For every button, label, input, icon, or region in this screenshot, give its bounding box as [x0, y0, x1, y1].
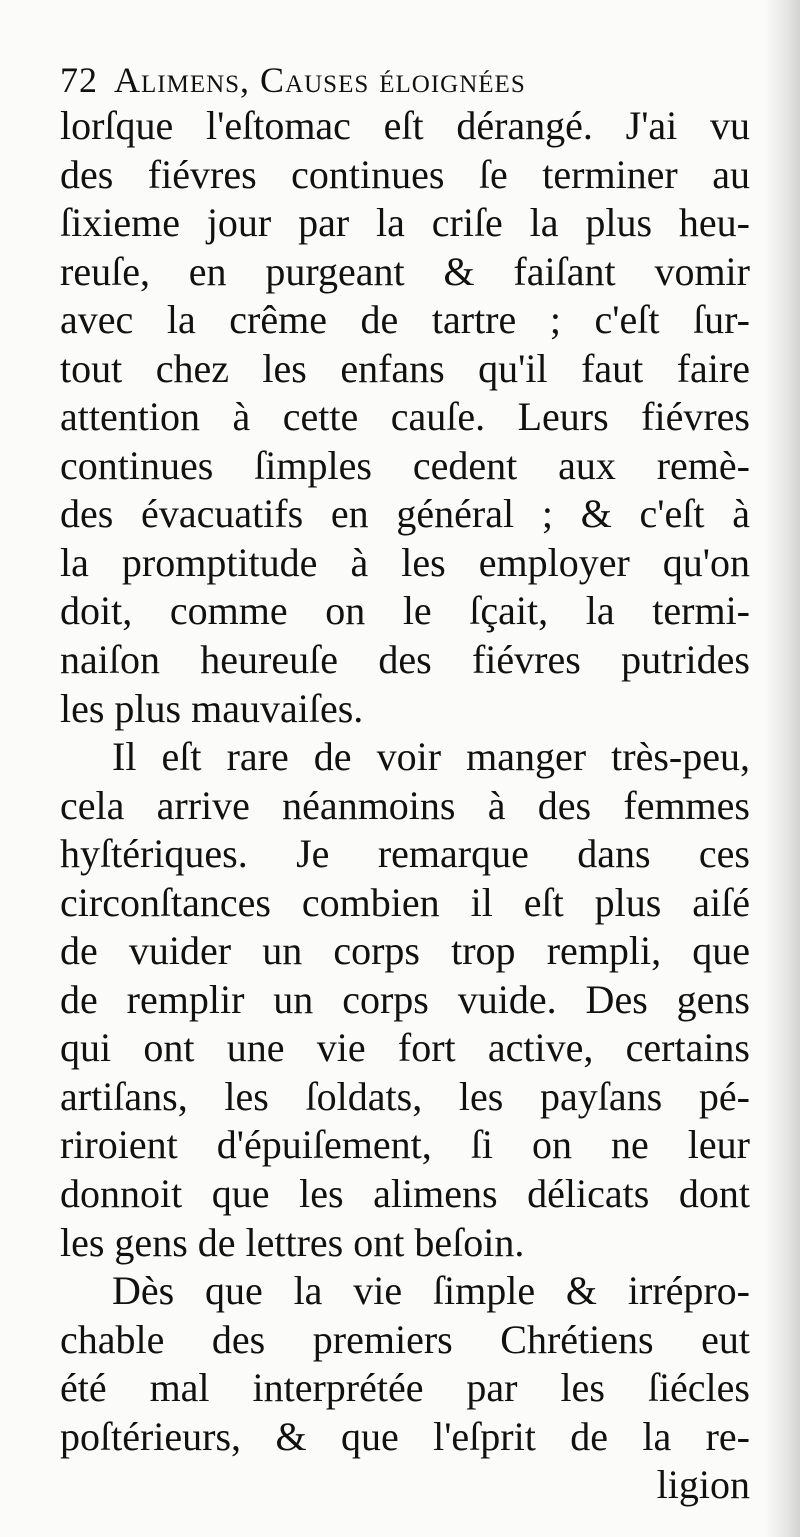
text-line: doit, comme on le ſçait, la termi-: [60, 588, 750, 634]
text-line: riroient d'épuiſement, ſi on ne leur: [60, 1122, 750, 1168]
text-line: avec la crême de tartre ; c'eſt ſur-: [60, 297, 750, 343]
text-line: lorſque l'eſtomac eſt dérangé. J'ai vu: [60, 103, 750, 148]
text-line: de remplir un corps vuide. Des gens: [60, 976, 750, 1022]
text-line: qui ont une vie fort active, certains: [60, 1025, 750, 1071]
text-line: circonſtances combien il eſt plus aiſé: [60, 879, 750, 925]
text-line: des évacuatifs en général ; & c'eſt à: [60, 491, 750, 537]
page-number: 72: [60, 60, 98, 100]
text-line: des fiévres continues ſe terminer au: [60, 151, 750, 197]
text-line: attention à cette cauſe. Leurs fiévres: [60, 394, 750, 440]
text-line: artiſans, les ſoldats, les payſans pé-: [60, 1073, 750, 1119]
text-line: hyſtériques. Je remarque dans ces: [60, 831, 750, 877]
text-line: ſixieme jour par la criſe la plus heu-: [60, 200, 750, 246]
text-line: reuſe, en purgeant & faiſant vomir: [60, 248, 750, 294]
running-title: Alimens, Causes éloignées: [114, 60, 526, 100]
paragraph-end-line: les plus mauvaiſes.: [60, 685, 364, 731]
paragraph-start-line: Dès que la vie ſimple & irrépro-: [112, 1268, 750, 1314]
continuation-line: ligion: [656, 1462, 750, 1508]
text-line: donnoit que les alimens délicats dont: [60, 1171, 750, 1217]
text-line: chable des premiers Chrétiens eut: [60, 1316, 750, 1362]
text-line: été mal interprétée par les ſiécles: [60, 1365, 750, 1411]
text-line: naiſon heureuſe des fiévres putrides: [60, 637, 750, 683]
text-line: cela arrive néanmoins à des femmes: [60, 782, 750, 828]
running-header: [60, 55, 760, 105]
text-line: tout chez les enfans qu'il faut faire: [60, 345, 750, 391]
paragraph-start-line: Il eſt rare de voir manger très-peu,: [112, 734, 750, 780]
body-text: [60, 102, 750, 1510]
paragraph-end-line: les gens de lettres ont beſoin.: [60, 1219, 525, 1265]
text-line: continues ſimples cedent aux remè-: [60, 442, 750, 488]
text-line: poſtérieurs, & que l'eſprit de la re-: [60, 1413, 750, 1459]
text-line: de vuider un corps trop rempli, que: [60, 928, 750, 974]
page-gutter-shadow: [764, 0, 800, 1537]
text-line: la promptitude à les employer qu'on: [60, 539, 750, 585]
